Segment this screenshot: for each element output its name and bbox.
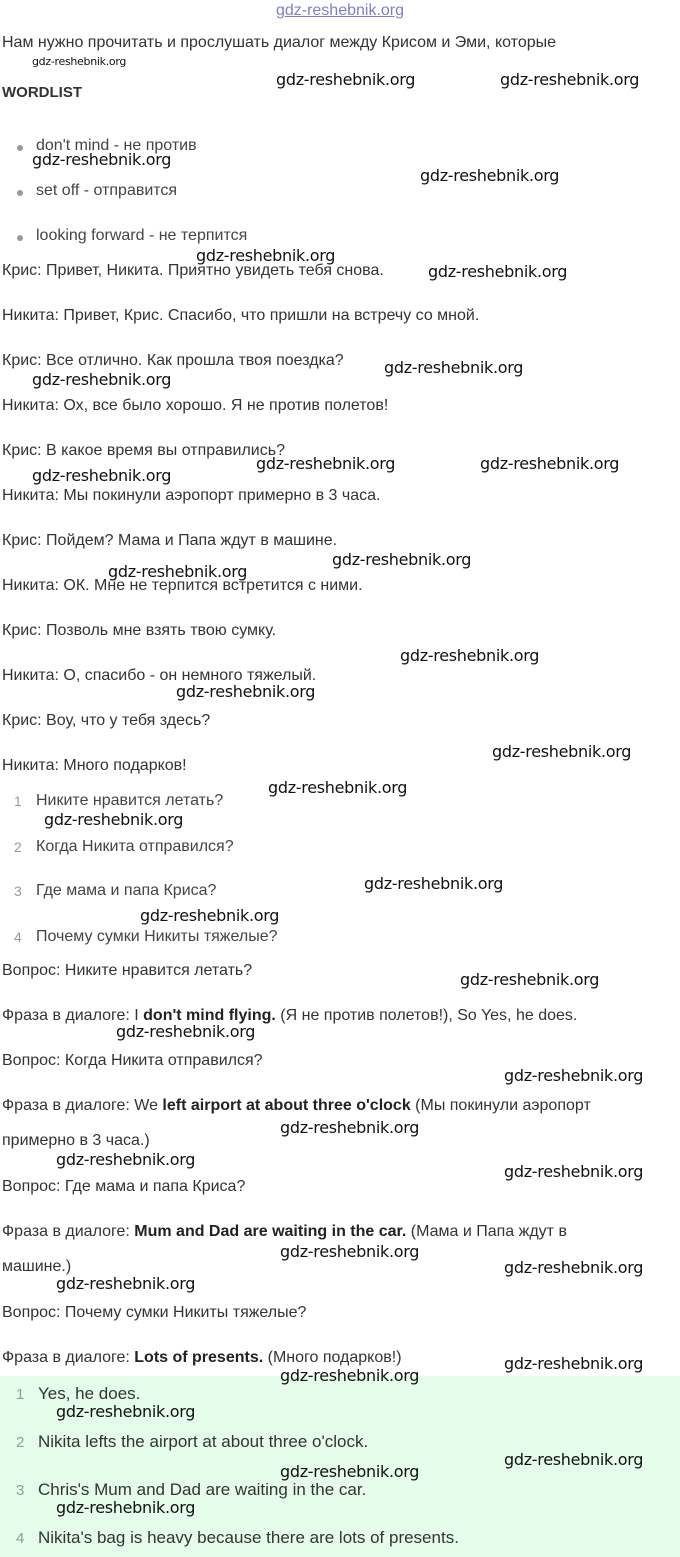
watermark: gdz-reshebnik.org: [504, 1162, 644, 1181]
explanation-phrase-cont: машине.): [2, 1258, 72, 1275]
question-text: Где мама и папа Криса?: [36, 882, 217, 899]
wordlist-item: set off - отправится: [36, 182, 178, 199]
question-number: 2: [14, 839, 22, 855]
phrase-label: Фраза в диалоге:: [2, 1223, 135, 1240]
watermark: gdz-reshebnik.org: [116, 1022, 256, 1041]
watermark: gdz-reshebnik.org: [280, 1366, 420, 1385]
dialogue-line: Никита: ОК. Мне не терпится встретится с ними.: [2, 577, 363, 594]
watermark: gdz-reshebnik.org: [56, 1402, 196, 1421]
phrase-bold: Mum and Dad are waiting in the car.: [134, 1223, 407, 1240]
explanation-phrase: [2, 1007, 577, 1025]
watermark: gdz-reshebnik.org: [364, 874, 504, 893]
dialogue-line: Никита: Мы покинули аэропорт примерно в 3 часа.: [2, 487, 381, 504]
wordlist-item: looking forward - не терпится: [36, 227, 248, 244]
watermark: gdz-reshebnik.org: [56, 1150, 196, 1169]
watermark: gdz-reshebnik.org: [280, 1242, 420, 1261]
watermark: gdz-reshebnik.org: [196, 246, 336, 265]
explanation-question: Вопрос: Где мама и папа Криса?: [2, 1178, 246, 1195]
answer-number: 3: [16, 1482, 25, 1499]
question-number: 4: [14, 929, 22, 945]
explanation-phrase: [2, 1349, 402, 1367]
watermark: gdz-reshebnik.org: [492, 742, 632, 761]
watermark: gdz-reshebnik.org: [44, 810, 184, 829]
watermark: gdz-reshebnik.org: [32, 150, 172, 169]
explanation-question: Вопрос: Когда Никита отправился?: [2, 1052, 263, 1069]
explanation-phrase: [2, 1097, 591, 1115]
phrase-label: Фраза в диалоге:: [2, 1349, 135, 1366]
watermark: gdz-reshebnik.org: [176, 682, 316, 701]
dialogue-line: Никита: Привет, Крис. Спасибо, что пришли на встречу со мной.: [2, 307, 480, 324]
watermark: gdz-reshebnik.org: [280, 1118, 420, 1137]
wordlist-heading: WORDLIST: [2, 84, 82, 101]
explanation-question: Вопрос: Почему сумки Никиты тяжелые?: [2, 1304, 307, 1321]
watermark: gdz-reshebnik.org: [504, 1066, 644, 1085]
question-number: 1: [14, 793, 22, 809]
question-text: Почему сумки Никиты тяжелые?: [36, 928, 278, 945]
watermark: gdz-reshebnik.org: [420, 166, 560, 185]
watermark: gdz-reshebnik.org: [56, 1274, 196, 1293]
phrase-label: Фраза в диалоге: I: [2, 1007, 144, 1024]
watermark: gdz-reshebnik.org: [32, 55, 127, 68]
watermark: gdz-reshebnik.org: [480, 454, 620, 473]
watermark: gdz-reshebnik.org: [504, 1354, 644, 1373]
phrase-bold: don't mind flying.: [143, 1007, 276, 1024]
answer-number: 1: [16, 1386, 25, 1403]
watermark: gdz-reshebnik.org: [400, 646, 540, 665]
dialogue-line: Крис: Позволь мне взять твою сумку.: [2, 622, 277, 639]
answer-text: Nikita lefts the airport at about three o'clock.: [38, 1432, 369, 1451]
dialogue-line: Крис: Привет, Никита. Приятно увидеть тебя снова.: [2, 262, 384, 279]
dialogue-line: Крис: Воу, что у тебя здесь?: [2, 712, 211, 729]
watermark: gdz-reshebnik.org: [56, 1498, 196, 1517]
dialogue-line: Крис: Все отлично. Как прошла твоя поездка?: [2, 352, 344, 369]
watermark: gdz-reshebnik.org: [500, 70, 640, 89]
watermark: gdz-reshebnik.org: [268, 778, 408, 797]
phrase-rest: (Я не против полетов!), So Yes, he does.: [275, 1007, 578, 1024]
bullet-dot: [17, 145, 23, 151]
wordlist-item: don't mind - не против: [36, 137, 197, 154]
watermark: gdz-reshebnik.org: [504, 1450, 644, 1469]
watermark: gdz-reshebnik.org: [428, 262, 568, 281]
explanation-question: Вопрос: Никите нравится летать?: [2, 962, 253, 979]
watermark: gdz-reshebnik.org: [32, 370, 172, 389]
bullet-dot: [17, 190, 23, 196]
phrase-bold: Lots of presents.: [134, 1349, 264, 1366]
phrase-bold: left airport at about three o'clock: [162, 1097, 411, 1114]
question-text: Никите нравится летать?: [36, 792, 224, 809]
dialogue-line: Никита: Ох, все было хорошо. Я не против полетов!: [2, 397, 389, 414]
site-link[interactable]: gdz-reshebnik.org: [275, 2, 405, 19]
answer-text: Yes, he does.: [38, 1384, 141, 1403]
dialogue-line: Никита: Много подарков!: [2, 757, 187, 774]
phrase-label: Фраза в диалоге: We: [2, 1097, 163, 1114]
explanation-phrase-cont: примерно в 3 часа.): [2, 1132, 150, 1149]
watermark: gdz-reshebnik.org: [32, 466, 172, 485]
watermark: gdz-reshebnik.org: [504, 1258, 644, 1277]
watermark: gdz-reshebnik.org: [280, 1462, 420, 1481]
bullet-dot: [17, 235, 23, 241]
dialogue-line: Крис: В какое время вы отправились?: [2, 442, 285, 459]
intro-text: Нам нужно прочитать и прослушать диалог между Крисом и Эми, которые: [2, 34, 557, 51]
dialogue-line: Крис: Пойдем? Мама и Папа ждут в машине.: [2, 532, 338, 549]
explanation-phrase: [2, 1223, 567, 1241]
watermark: gdz-reshebnik.org: [108, 562, 248, 581]
watermark: gdz-reshebnik.org: [140, 906, 280, 925]
question-text: Когда Никита отправился?: [36, 838, 234, 855]
watermark: gdz-reshebnik.org: [256, 454, 396, 473]
watermark: gdz-reshebnik.org: [276, 70, 416, 89]
watermark: gdz-reshebnik.org: [384, 358, 524, 377]
phrase-rest: (Мы покинули аэропорт: [410, 1097, 591, 1114]
question-number: 3: [14, 883, 22, 899]
answer-number: 2: [16, 1434, 25, 1451]
watermark: gdz-reshebnik.org: [460, 970, 600, 989]
answer-number: 4: [16, 1530, 25, 1547]
answer-text: Chris's Mum and Dad are waiting in the car.: [38, 1480, 367, 1499]
phrase-rest: (Мама и Папа ждут в: [406, 1223, 567, 1240]
watermark: gdz-reshebnik.org: [332, 550, 472, 569]
dialogue-line: Никита: О, спасибо - он немного тяжелый.: [2, 667, 317, 684]
answer-text: Nikita's bag is heavy because there are lots of presents.: [38, 1528, 459, 1547]
phrase-rest: (Много подарков!): [263, 1349, 402, 1366]
